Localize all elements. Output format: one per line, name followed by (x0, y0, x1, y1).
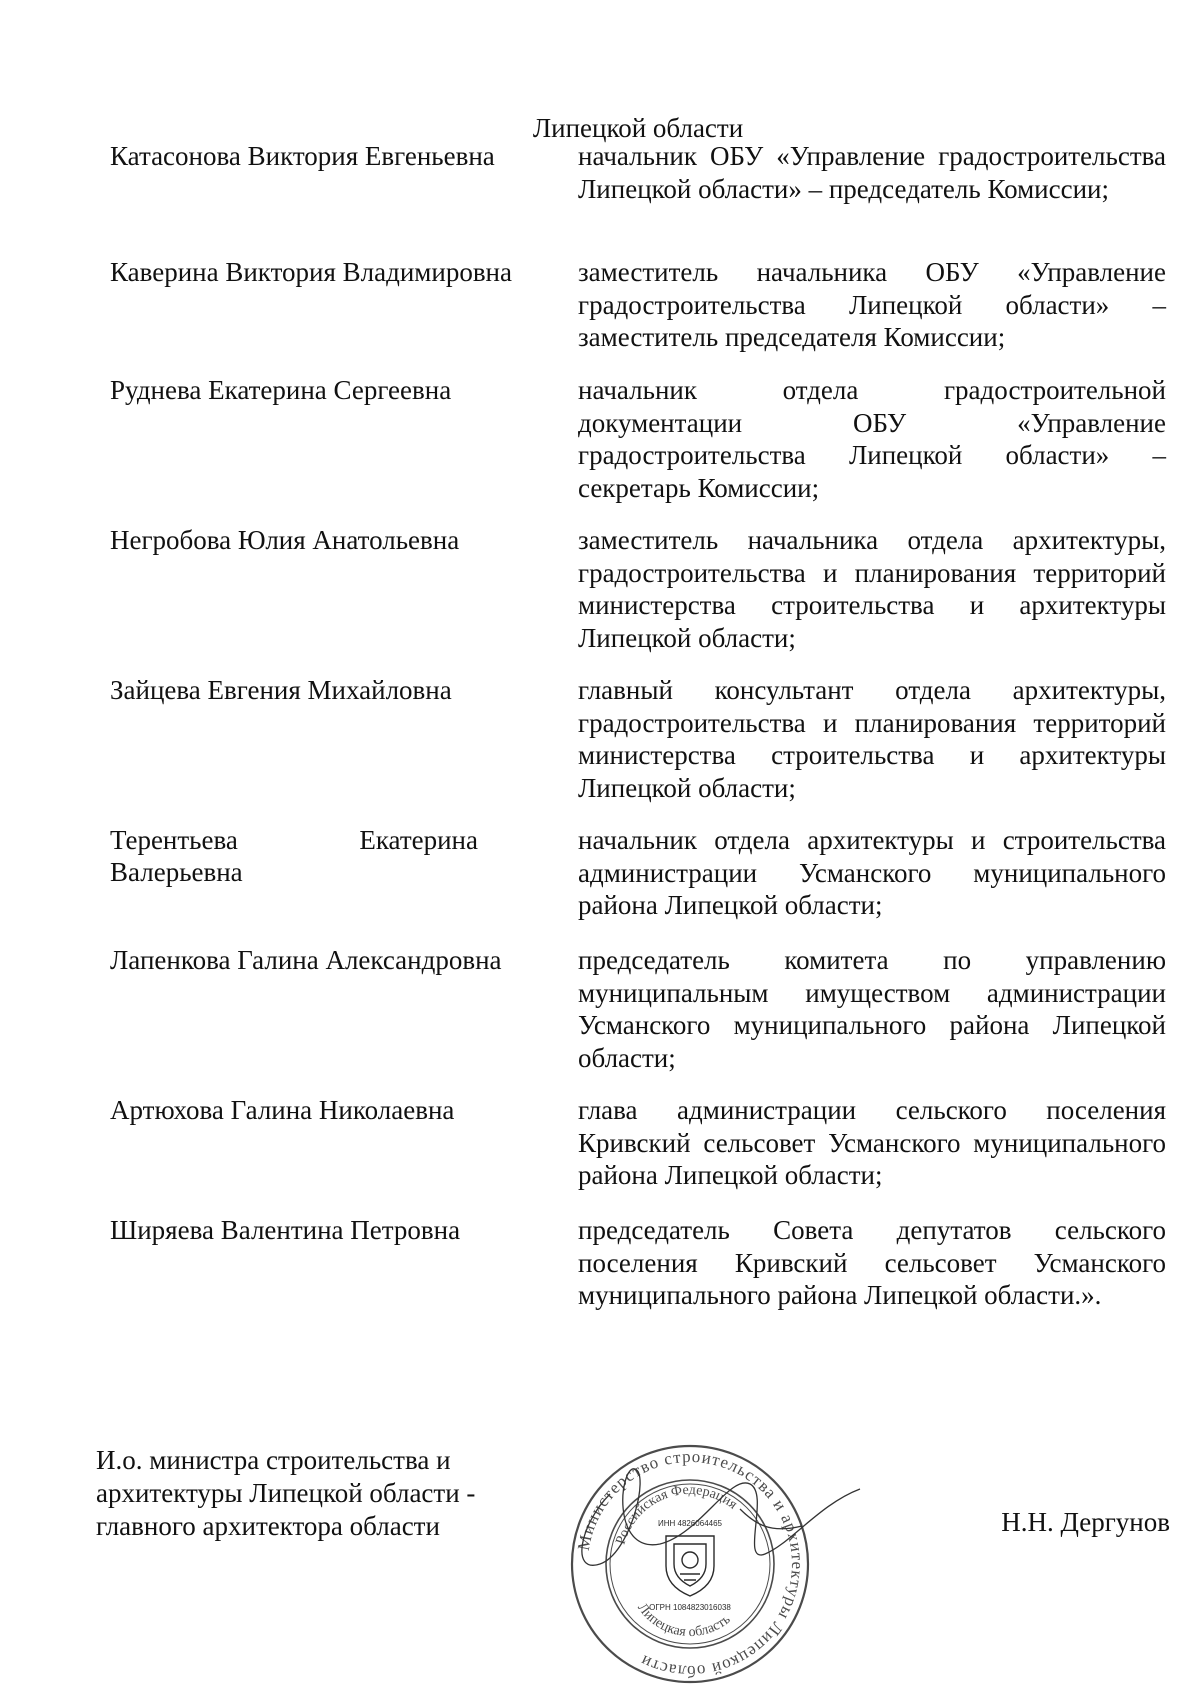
member-name: Зайцева Евгения Михайловна (110, 675, 452, 705)
official-seal (540, 1414, 880, 1694)
member-role: председатель комитета по управлению муниципальным имуществом администрации Усманского муниципального района Липецкой области; (578, 945, 1166, 1073)
member-name: Катасонова Виктория Евгеньевна (110, 141, 495, 171)
member-name: Ширяева Валентина Петровна (110, 1215, 461, 1245)
signatory-title-line: И.о. министра строительства и (96, 1445, 451, 1475)
member-role: заместитель начальника ОБУ «Управление градостроительства Липецкой области» – заместитель председателя Комиссии; (578, 257, 1166, 352)
header-continuation: Липецкой области (532, 113, 744, 143)
seal-bottom-text: Липецкая область (634, 1600, 734, 1641)
member-name: Руднева Екатерина Сергеевна (110, 375, 452, 405)
signatory-title-line: главного архитектора области (96, 1511, 440, 1541)
member-role: начальник отдела архитектуры и строительства администрации Усманского муниципального района Липецкой области; (578, 825, 1166, 920)
coat-of-arms-icon (666, 1536, 714, 1596)
member-name: Артюхова Галина Николаевна (110, 1095, 455, 1125)
member-name: Терентьева Екатерина Валерьевна (110, 825, 478, 887)
member-name: Лапенкова Галина Александровна (110, 945, 502, 975)
member-name: Каверина Виктория Владимировна (110, 257, 512, 287)
member-role: глава администрации сельского поселения Кривский сельсовет Усманского муниципального района Липецкой области; (578, 1095, 1166, 1190)
signatory-title-line: архитектуры Липецкой области - (96, 1478, 476, 1508)
signatory-title (96, 1444, 516, 1543)
svg-text:Министерство строительства и а (574, 1447, 807, 1681)
seal-inner-ring (610, 1484, 770, 1644)
member-role: начальник отдела градостроительной документации ОБУ «Управление градостроительства Липецкой области» – секретарь Комиссии; (578, 375, 1166, 503)
member-name: Негробова Юлия Анатольевна (110, 525, 460, 555)
member-role: заместитель начальника отдела архитектуры, градостроительства и планирования территорий министерства строительства и архитектуры Липецкой области; (578, 525, 1166, 653)
seal-inn: ИНН 4826064465 (657, 1519, 723, 1528)
seal-middle-ring (606, 1480, 774, 1648)
member-role: начальник ОБУ «Управление градостроительства Липецкой области» – председатель Комиссии; (578, 141, 1166, 204)
seal-outer-text: Министерство строительства и архитектуры Липецкой области (573, 1446, 808, 1682)
member-role: главный консультант отдела архитектуры, градостроительства и планирования территорий министерства строительства и архитектуры Липецкой области; (578, 675, 1166, 803)
member-role: председатель Совета депутатов сельского поселения Кривский сельсовет Усманского муниципального района Липецкой области.». (578, 1215, 1166, 1310)
signer-name: Н.Н. Дергунов (1001, 1507, 1170, 1537)
seal-ogrn: ОГРН 1084823016038 (649, 1603, 731, 1612)
seal-inner-text: Российская Федерация (613, 1482, 740, 1547)
